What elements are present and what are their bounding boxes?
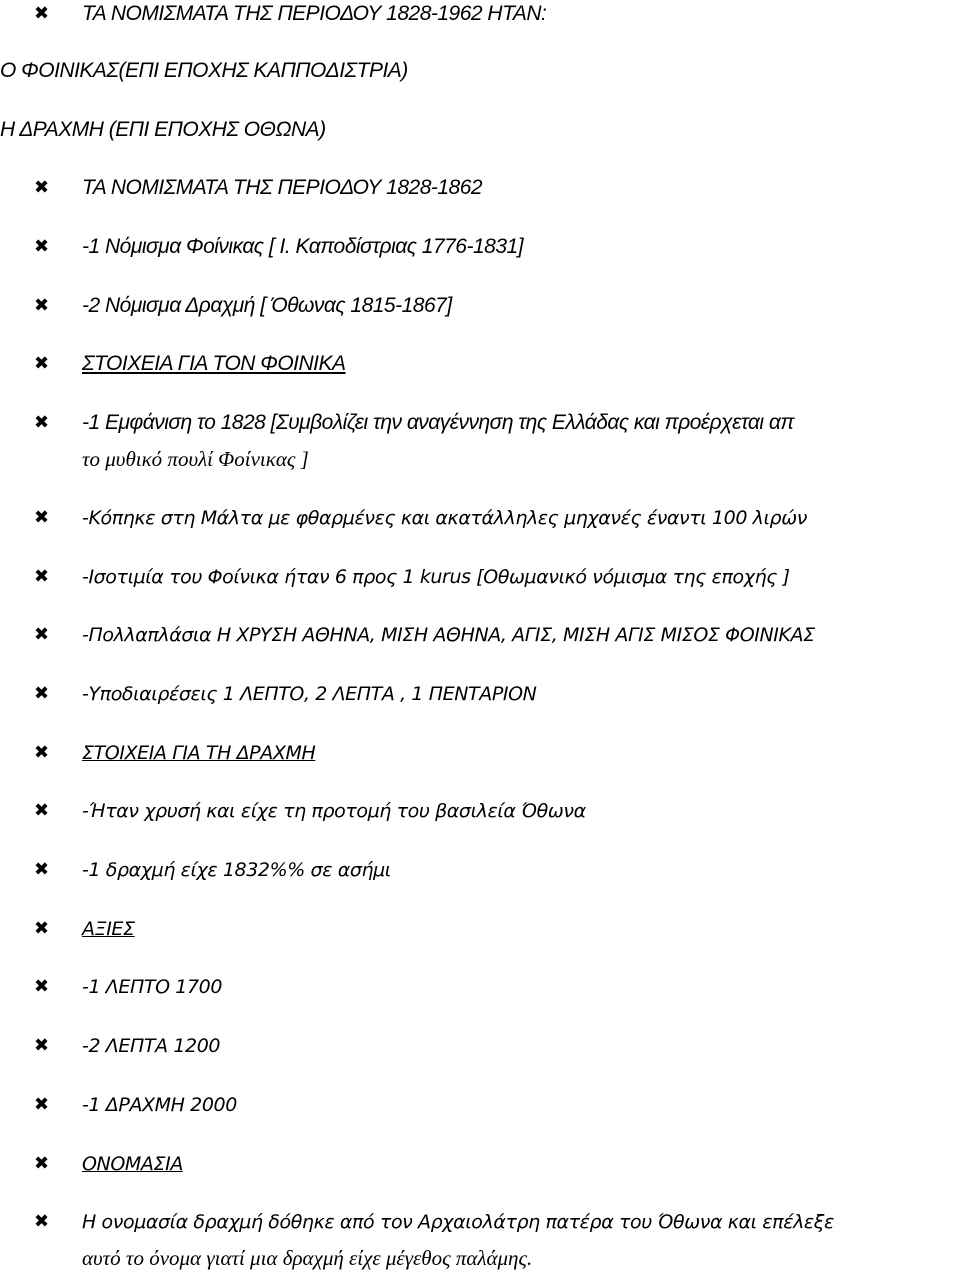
section-heading: ΣΤΟΙΧΕΙΑ ΓΙΑ ΤΟΝ ΦΟΙΝΙΚΑ xyxy=(82,352,346,375)
x-mark-icon: ✖ xyxy=(34,1153,50,1174)
x-mark-icon: ✖ xyxy=(34,1094,50,1115)
line-text-continued: το μυθικό πουλί Φοίνικας ] xyxy=(82,447,309,471)
x-mark-icon: ✖ xyxy=(34,1035,50,1056)
line-text: -2 ΛΕΠΤΑ 1200 xyxy=(82,1035,221,1057)
line-text: Η ΔΡΑΧΜΗ (ΕΠΙ ΕΠΟΧΗΣ ΟΘΩΝΑ) xyxy=(0,118,326,141)
section-heading: ΑΞΙΕΣ xyxy=(82,918,135,940)
line-text: Ο ΦΟΙΝΙΚΑΣ(ΕΠΙ ΕΠΟΧΗΣ ΚΑΠΠΟΔΙΣΤΡΙΑ) xyxy=(0,59,408,82)
x-mark-icon: ✖ xyxy=(34,353,50,374)
x-mark-icon: ✖ xyxy=(34,3,50,24)
section-heading: ΣΤΟΙΧΕΙΑ ΓΙΑ ΤΗ ΔΡΑΧΜΗ xyxy=(82,742,316,764)
x-mark-icon: ✖ xyxy=(34,295,50,316)
line-text: ΤΑ ΝΟΜΙΣΜΑΤΑ ΤΗΣ ΠΕΡΙΟΔΟΥ 1828-1862 xyxy=(82,176,483,199)
x-mark-icon: ✖ xyxy=(34,859,50,880)
line-text: -1 ΛΕΠΤΟ 1700 xyxy=(82,976,223,998)
x-mark-icon: ✖ xyxy=(34,800,50,821)
line-text: -Ισοτιμία του Φοίνικα ήταν 6 προς 1 kurus [Οθωμανικό νόμισμα της εποχής ] xyxy=(82,566,790,588)
x-mark-icon: ✖ xyxy=(34,683,50,704)
line-text-continued: αυτό το όνομα γιατί μια δραχμή είχε μέγεθος παλάμης. xyxy=(82,1246,533,1270)
x-mark-icon: ✖ xyxy=(34,918,50,939)
x-mark-icon: ✖ xyxy=(34,976,50,997)
x-mark-icon: ✖ xyxy=(34,566,50,587)
line-text: ΤΑ ΝΟΜΙΣΜΑΤΑ ΤΗΣ ΠΕΡΙΟΔΟΥ 1828-1962 ΗΤΑΝ: xyxy=(82,2,547,25)
line-text: -Ήταν χρυσή και είχε τη προτομή του βασιλεία Όθωνα xyxy=(82,800,586,822)
line-text: -Πολλαπλάσια Η ΧΡΥΣΗ ΑΘΗΝΑ, ΜΙΣΗ ΑΘΗΝΑ, ΑΓΙΣ, ΜΙΣΗ ΑΓΙΣ ΜΙΣΟΣ ΦΟΙΝΙΚΑΣ xyxy=(82,624,815,646)
line-text: -1 ΔΡΑΧΜΗ 2000 xyxy=(82,1094,237,1116)
line-text: -2 Νόμισμα Δραχμή [ Όθωνας 1815-1867] xyxy=(82,294,452,317)
line-text: -1 δραχμή είχε 1832%% σε ασήμι xyxy=(82,859,391,881)
line-text: -Υποδιαιρέσεις 1 ΛΕΠΤΟ, 2 ΛΕΠΤΑ , 1 ΠΕΝΤΑΡΙΟΝ xyxy=(82,683,537,705)
bullet-line xyxy=(0,1208,960,1272)
x-mark-icon: ✖ xyxy=(34,742,50,763)
line-text: -1 Νόμισμα Φοίνικας [ Ι. Καποδίστριας 1776-1831] xyxy=(82,235,524,258)
x-mark-icon: ✖ xyxy=(34,624,50,645)
x-mark-icon: ✖ xyxy=(34,412,50,433)
line-text: -Κόπηκε στη Μάλτα με φθαρμένες και ακατάλληλες μηχανές έναντι 100 λιρών xyxy=(82,507,807,529)
x-mark-icon: ✖ xyxy=(34,236,50,257)
line-text: Η ονομασία δραχμή δόθηκε από τον Αρχαιολάτρη πατέρα του Όθωνα και επέλεξε xyxy=(82,1211,834,1233)
bullet-line xyxy=(0,409,960,473)
x-mark-icon: ✖ xyxy=(34,507,50,528)
x-mark-icon: ✖ xyxy=(34,1211,50,1232)
x-mark-icon: ✖ xyxy=(34,177,50,198)
section-heading: ΟΝΟΜΑΣΙΑ xyxy=(82,1153,183,1175)
line-text: -1 Εμφάνιση το 1828 [Συμβολίζει την αναγέννηση της Ελλάδας και προέρχεται απ xyxy=(82,411,794,434)
